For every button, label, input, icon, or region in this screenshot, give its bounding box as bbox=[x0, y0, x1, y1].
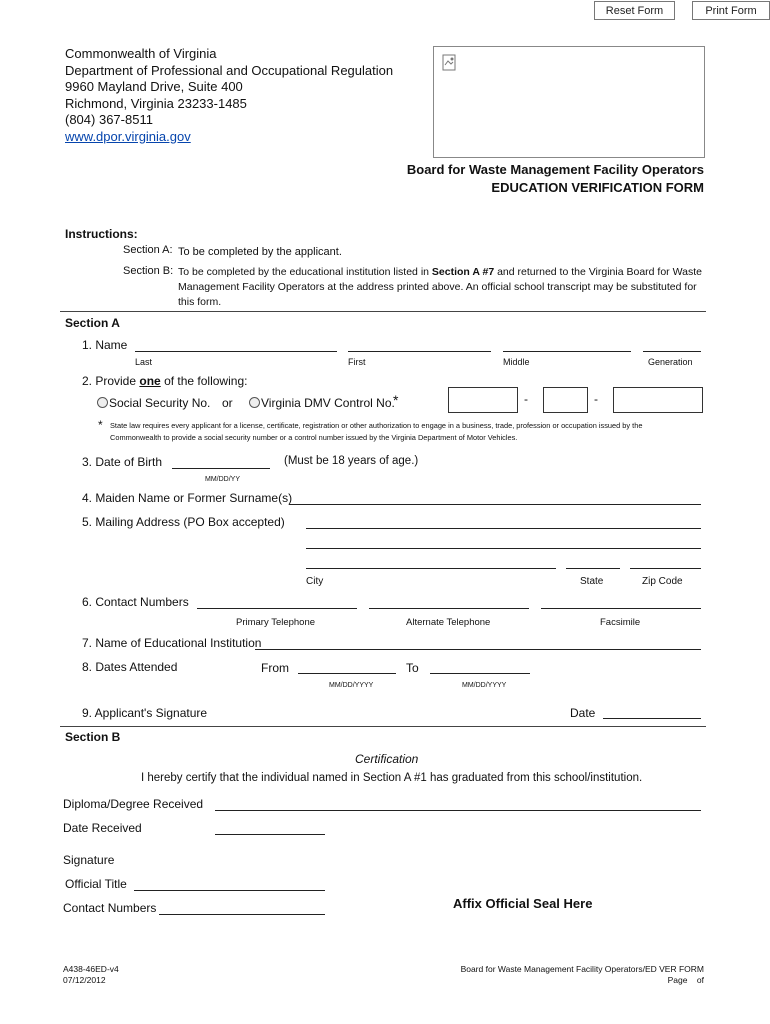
ssn-note-2: Commonwealth to provide a social security number or a control number issued by the Virginia Department of Motor Vehicles. bbox=[110, 433, 518, 442]
fax-field[interactable] bbox=[541, 608, 701, 609]
signature-date-label: Date bbox=[570, 706, 596, 720]
generation-label: Generation bbox=[648, 357, 693, 367]
zip-field[interactable] bbox=[630, 568, 701, 569]
form-code: A438-46ED-v4 bbox=[63, 964, 119, 974]
q6-label: 6. Contact Numbers bbox=[82, 595, 189, 609]
alternate-phone-label: Alternate Telephone bbox=[406, 617, 491, 628]
asterisk-mark: * bbox=[393, 392, 399, 408]
q5-label: 5. Mailing Address (PO Box accepted) bbox=[82, 515, 285, 529]
board-name: Board for Waste Management Facility Operators bbox=[406, 162, 704, 177]
instructions-heading: Instructions: bbox=[65, 227, 138, 241]
id-part-2-input[interactable] bbox=[543, 387, 588, 413]
dob-field[interactable] bbox=[172, 468, 270, 469]
divider bbox=[60, 311, 706, 312]
dash-1: - bbox=[524, 392, 528, 406]
maiden-name-field[interactable] bbox=[289, 504, 701, 505]
note-asterisk: * bbox=[98, 418, 103, 432]
first-label: First bbox=[348, 357, 366, 367]
city-label: City bbox=[306, 576, 324, 587]
city-field[interactable] bbox=[306, 568, 556, 569]
footer-right bbox=[461, 964, 704, 986]
b-text-3: Management Facility Operators at the address printed above. An official school transcript may be substituted for bbox=[178, 281, 697, 293]
q1-label: 1. Name bbox=[82, 338, 128, 352]
print-form-button[interactable]: Print Form bbox=[692, 1, 770, 20]
agency-line-4: Richmond, Virginia 23233-1485 bbox=[65, 95, 247, 111]
ssn-note-1: State law requires every applicant for a license, certificate, registration or other authorization to engage in a business, trade, profession or occupation issued by the bbox=[110, 421, 643, 430]
first-name-field[interactable] bbox=[348, 351, 491, 352]
dob-format: MM/DD/YY bbox=[205, 476, 240, 483]
dmv-radio[interactable] bbox=[249, 397, 260, 408]
id-part-3-input[interactable] bbox=[613, 387, 703, 413]
section-b-label: Section B: bbox=[123, 265, 174, 277]
section-b-instruction bbox=[178, 265, 704, 310]
reset-form-button[interactable]: Reset Form bbox=[594, 1, 675, 20]
agency-line-3: 9960 Mayland Drive, Suite 400 bbox=[65, 79, 243, 94]
zip-label: Zip Code bbox=[642, 576, 683, 587]
from-date-format: MM/DD/YYYY bbox=[329, 682, 374, 689]
middle-label: Middle bbox=[503, 357, 530, 367]
dmv-option[interactable] bbox=[249, 396, 395, 410]
q9-label: 9. Applicant's Signature bbox=[82, 706, 208, 720]
agency-address bbox=[65, 46, 393, 145]
to-date-field[interactable] bbox=[430, 673, 530, 674]
ssn-option[interactable] bbox=[97, 396, 210, 410]
primary-phone-field[interactable] bbox=[197, 608, 357, 609]
b-text-bold: Section A #7 bbox=[431, 266, 495, 278]
footer-page: Page of bbox=[667, 975, 704, 985]
contact-numbers-label: Contact Numbers bbox=[63, 901, 157, 915]
id-part-1-input[interactable] bbox=[448, 387, 518, 413]
agency-website-link[interactable]: www.dpor.virginia.gov bbox=[65, 128, 191, 144]
state-label: State bbox=[580, 576, 604, 587]
image-placeholder-box bbox=[433, 46, 705, 158]
q7-label: 7. Name of Educational Institution bbox=[82, 636, 262, 650]
q4-label: 4. Maiden Name or Former Surname(s) bbox=[82, 491, 293, 505]
section-a-heading: Section A bbox=[65, 316, 120, 330]
q2-post: of the following: bbox=[164, 374, 248, 388]
diploma-field[interactable] bbox=[215, 810, 701, 811]
last-label: Last bbox=[135, 357, 153, 367]
q2-one: one bbox=[139, 374, 161, 388]
contact-numbers-field[interactable] bbox=[159, 914, 325, 915]
q2-label bbox=[82, 374, 247, 388]
form-date: 07/12/2012 bbox=[63, 975, 106, 985]
section-a-label: Section A: bbox=[123, 244, 173, 256]
primary-phone-label: Primary Telephone bbox=[236, 617, 316, 628]
address-line-1-field[interactable] bbox=[306, 528, 701, 529]
middle-name-field[interactable] bbox=[503, 351, 631, 352]
footer-board: Board for Waste Management Facility Operators/ED VER FORM bbox=[460, 964, 704, 974]
section-a-instruction: To be completed by the applicant. bbox=[178, 246, 342, 258]
b-text-2: and returned to the Virginia Board for Waste bbox=[497, 266, 702, 278]
signature-date-field[interactable] bbox=[603, 718, 701, 719]
from-label: From bbox=[261, 661, 289, 675]
alternate-phone-field[interactable] bbox=[369, 608, 529, 609]
agency-line-1: Commonwealth of Virginia bbox=[65, 46, 217, 61]
section-b-heading: Section B bbox=[65, 730, 121, 744]
generation-field[interactable] bbox=[643, 351, 701, 352]
footer-left bbox=[63, 964, 119, 986]
q2-pre: 2. Provide bbox=[82, 374, 137, 388]
dmv-label: Virginia DMV Control No. bbox=[261, 396, 395, 410]
dob-note: (Must be 18 years of age.) bbox=[284, 455, 419, 467]
dash-2: - bbox=[594, 392, 598, 406]
agency-line-2: Department of Professional and Occupational Regulation bbox=[65, 62, 394, 78]
address-line-2-field[interactable] bbox=[306, 548, 701, 549]
divider bbox=[60, 726, 706, 727]
signature-label: Signature bbox=[63, 853, 115, 867]
form-title: EDUCATION VERIFICATION FORM bbox=[491, 180, 704, 195]
or-text: or bbox=[222, 396, 233, 410]
last-name-field[interactable] bbox=[135, 351, 337, 352]
q8-label: 8. Dates Attended bbox=[82, 660, 178, 674]
certify-statement: I hereby certify that the individual named in Section A #1 has graduated from this school/institution. bbox=[141, 772, 643, 784]
seal-placeholder: Affix Official Seal Here bbox=[453, 896, 593, 911]
to-date-format: MM/DD/YYYY bbox=[462, 682, 507, 689]
broken-image-icon bbox=[442, 54, 458, 72]
to-label: To bbox=[406, 661, 419, 675]
date-received-field[interactable] bbox=[215, 834, 325, 835]
fax-label: Facsimile bbox=[600, 617, 641, 628]
q3-label: 3. Date of Birth bbox=[82, 455, 163, 469]
ssn-radio[interactable] bbox=[97, 397, 108, 408]
ssn-label: Social Security No. bbox=[109, 396, 211, 410]
from-date-field[interactable] bbox=[298, 673, 396, 674]
state-field[interactable] bbox=[566, 568, 620, 569]
institution-field[interactable] bbox=[255, 649, 701, 650]
certification-heading: Certification bbox=[355, 752, 419, 766]
b-text-1: To be completed by the educational institution listed in bbox=[178, 266, 429, 278]
official-title-label: Official Title bbox=[65, 877, 127, 891]
date-received-label: Date Received bbox=[63, 821, 142, 835]
b-text-4: this form. bbox=[178, 296, 222, 308]
official-title-field[interactable] bbox=[134, 890, 325, 891]
agency-phone: (804) 367-8511 bbox=[65, 112, 153, 127]
diploma-label: Diploma/Degree Received bbox=[63, 797, 204, 811]
